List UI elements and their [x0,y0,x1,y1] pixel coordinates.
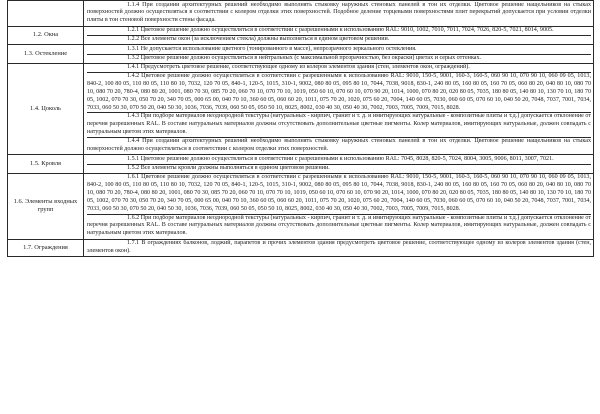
row-label: 1.2. Окна [8,26,84,45]
requirement-paragraph: 1.2.1 Цветовое решение должно осуществляться в соответствии с разрешенными к использованию RAL: 9010, 1002, 7010, 7011, 7024, 7026, 820-5, 7021, 8014, 9005. [127,27,554,34]
requirement-paragraph: 1.7.1 В ограждениях балконов, лоджий, парапетов и прочих элементов здания предусмотреть цветовое решение, соответствующее одному из колеров элементов здания (стен, элементов окон). [87,240,591,254]
requirement-paragraph: 1.3.1 Не допускается использование цветного (тонированного в массе), непрозрачного зеркального остекления. [127,45,417,52]
row-content [84,155,594,174]
requirement-paragraph: 1.6.2 При подборе материалов неоднородной текстуры (натуральных - кирпич, гранит и т. д. и имитирующих натуральные - композитные плиты и т.д.) допускается отклонение от перечня разрешенных RAL. В составе натуральных материалов должны отсутствовать дополнительные цветные пигменты. Колер материалов, имитирующих натуральные, должен совпадать с натуральным цветом этих материалов. [87,214,591,237]
row-label [8,1,84,27]
row-content [84,239,594,257]
row-content [84,63,594,154]
row-label: 1.3. Остекление [8,45,84,64]
row-label: 1.5. Кровля [8,155,84,174]
requirement-paragraph: 1.1.4 При создании архитектурных решений необходимо выполнять стыковку наружных стеновых панелей в тон их отделки. Цветовое решение нащельников на стыках поверхностей должно осуществляться в соответствии с колером отделки этих поверхностей. Подобное деление торцевыми поверхностями плит перекрытий допускается при условии отделки плиты в тон стеновой поверхности стены фасада. [87,1,591,24]
requirement-paragraph: 1.4.2 Цветовое решение должно осуществляться в соответствии с разрешенными к использованию RAL: 9010, 150-5, 9001, 160-3, 160-5, 060 90 10, 070 90 10, 060 09 05, 1013, 840-2, 100 80 05, 110 80 05, 110 80 10, 7032, 120 70 05, 840-1, 120-5, 1015, 310-1, 9002, 080 80 05, 095 80 10, 7044, 7038, 9018, 830-1, 240 80 05, 160 80 05, 160 70 05, 060 80 20, 040 80 10, 080 70 10, 080 70 20, 780-4, 080 80 20, 1001, 080 70 30, 085 70 20, 060 70 10, 070 70 10, 1019, 050 60 10, 070 60 10, 070 90 20, 1014, 1000, 070 80 20, 020 80 05, 7035, 180 80 05, 140 80 10, 130 70 10, 180 70 05, 1002, 070 70 30, 050 70 20, 340 70 05, 000 65 00, 040 70 10, 360 60 05, 060 60 20, 1011, 075 70 20, 1020, 075 60 20, 7004, 140 60 05, 7030, 060 60 05, 070 60 10, 040 50 20, 7048, 7037, 7001, 7034, 7033, 060 50 30, 070 50 20, 040 50 30, 1036, 7036, 7039, 060 50 05, 050 50 10, 8025, 8002, 030 40 30, 050 40 30, 7002, 7003, 7005, 7009, 7015, 8028. [87,73,591,111]
table-row [8,155,594,174]
color-requirements-table [7,0,594,257]
table-row [8,239,594,257]
table-row [8,1,594,27]
table-row [8,26,594,45]
row-content [84,173,594,239]
table-row [8,173,594,239]
requirement-paragraph: 1.2.2 Все элементы окон (за исключением стекла) должны выполняться в едином цветовом решении. [87,35,591,44]
requirement-paragraph: 1.5.1 Цветовое решение должно осуществляться в соответствии с разрешенными к использованию RAL: 7045, 8028, 820-5, 7024, 8004, 3005, 9006, 8011, 3007, 7021. [127,155,554,162]
row-content [84,26,594,45]
table-row [8,45,594,64]
requirement-paragraph: 1.4.1 Предусмотреть цветовое решение, соответствующее одному из колеров элементов здания (стен, элементов окон, ограждений). [127,64,470,71]
requirement-paragraph: 1.5.2 Все элементы кровли должны выполняться в едином цветовом решении. [87,164,591,173]
requirement-paragraph: 1.4.3 При подборе материалов неоднородной текстуры (натуральных - кирпич, гранит и т. д. и имитирующих натуральные - композитные плиты и т.д.) допускается отклонение от перечня разрешенных RAL. В составе натуральных материалов должны отсутствовать дополнительные цветные пигменты. Колер материалов, имитирующих натуральные, должен совпадать с натуральным цветом этих материалов. [87,113,591,136]
requirement-paragraph: 1.4.4 При создании архитектурных решений необходимо выполнять стыковку наружных стеновых панелей в тон их отделки. Цветовое решение нащельников на стыках поверхностей должно осуществляться в соответствии с колером отделки этих поверхностей. [87,138,591,152]
row-label: 1.4. Цоколь [8,63,84,154]
table-row [8,63,594,154]
row-content [84,1,594,27]
requirement-paragraph: 1.6.1 Цветовое решение должно осуществляться в соответствии с разрешенными к использованию RAL: 9010, 150-5, 9001, 160-3, 160-5, 060 90 10, 070 90 10, 060 09 05, 1013, 840-2, 100 80 05, 110 80 05, 110 80 10, 7032, 120 70 05, 840-1, 120-5, 1015, 310-1, 9002, 080 80 05, 095 80 10, 7044, 7038, 9018, 830-1, 240 80 05, 160 80 05, 160 70 05, 060 80 20, 040 80 10, 080 70 10, 080 70 20, 780-4, 080 80 20, 1001, 080 70 30, 085 70 20, 060 70 10, 070 70 10, 1019, 050 60 10, 070 60 10, 070 90 20, 1014, 1000, 070 80 20, 020 80 05, 7035, 180 80 05, 140 80 10, 130 70 10, 180 70 05, 1002, 070 70 30, 050 70 20, 340 70 05, 000 65 00, 040 70 10, 360 60 05, 060 60 20, 1011, 075 70 20, 1020, 075 60 20, 7004, 140 60 05, 7030, 060 60 05, 070 60 10, 040 50 20, 7048, 7037, 7001, 7034, 7033, 060 50 30, 070 50 20, 040 50 30, 1036, 7036, 7039, 060 50 05, 050 50 10, 8025, 8002, 030 40 30, 050 40 30, 7002, 7003, 7005, 7009, 7015, 8028. [87,174,591,212]
requirement-paragraph: 1.3.2 Цветовое решение должно осуществляться в нейтральных (с максимальной прозрачностью, без окраски) цветах и серых оттенках. [87,54,591,63]
row-label: 1.7. Ограждения [8,239,84,257]
row-content [84,45,594,64]
row-label: 1.6. Элементы входных групп [8,173,84,239]
